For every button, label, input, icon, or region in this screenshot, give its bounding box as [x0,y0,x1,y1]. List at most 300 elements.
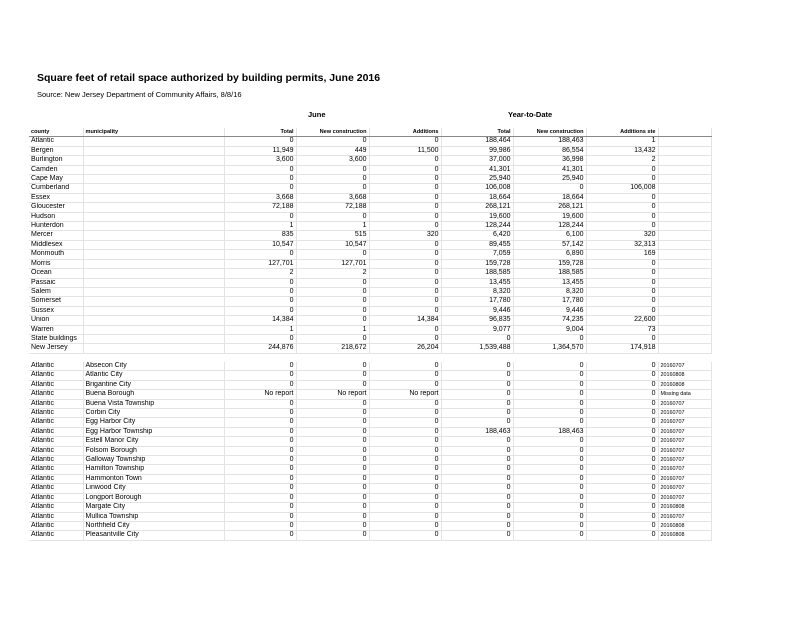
table-cell: No report [369,390,441,399]
table-cell: 26,204 [369,344,441,353]
table-cell: 188,585 [513,269,586,278]
table-cell: 0 [224,531,296,540]
table-cell: State buildings [29,334,83,343]
table-cell [83,146,224,155]
table-cell: 0 [441,446,513,455]
table-cell: 0 [586,474,658,483]
group-header-ytd: Year-to-Date [508,110,553,119]
table-cell: Warren [29,325,83,334]
table-cell: 7,059 [441,250,513,259]
table-cell: Bergen [29,146,83,155]
table-cell: 0 [224,465,296,474]
table-cell: Longport Borough [83,493,224,502]
table-cell: 0 [586,203,658,212]
table-cell: 18,664 [441,193,513,202]
table-cell: 0 [369,203,441,212]
table-cell: 20160707 [658,456,711,465]
table-row [29,465,711,474]
table-cell: 0 [224,493,296,502]
table-cell: Atlantic [29,503,83,512]
table-cell: 0 [369,137,441,146]
table-cell: Hunterdon [29,222,83,231]
table-cell: 96,835 [441,316,513,325]
table-cell: 74,235 [513,316,586,325]
table-cell: 20160707 [658,399,711,408]
table-row [29,493,711,502]
table-row [29,512,711,521]
table-cell: 0 [586,484,658,493]
table-cell [658,325,711,334]
table-cell: 20160707 [658,418,711,427]
table-cell: 0 [369,474,441,483]
table-cell: Ocean [29,269,83,278]
table-cell: Estell Manor City [83,437,224,446]
table-cell: 0 [586,437,658,446]
table-cell: Folsom Borough [83,446,224,455]
table-cell: 0 [369,409,441,418]
table-cell: 0 [296,334,369,343]
table-cell: 0 [586,278,658,287]
table-cell: 73 [586,325,658,334]
table-cell: 128,244 [441,222,513,231]
table-cell: 0 [369,418,441,427]
table-cell: Atlantic [29,474,83,483]
table-cell: 25,940 [441,175,513,184]
table-cell: 0 [513,380,586,389]
table-cell: 169 [586,250,658,259]
table-cell: 128,244 [513,222,586,231]
table-row [29,371,711,380]
table-cell: 20160707 [658,465,711,474]
table-cell: 0 [441,380,513,389]
table-cell: 0 [296,137,369,146]
table-cell: Buena Vista Township [83,399,224,408]
table-cell: 0 [441,474,513,483]
table-cell: Corbin City [83,409,224,418]
table-row [29,287,711,296]
table-cell [658,203,711,212]
table-cell: 0 [513,512,586,521]
column-header: municipality [83,128,224,137]
table-cell: 2 [586,156,658,165]
table-cell: 0 [224,371,296,380]
table-cell: 0 [369,399,441,408]
table-cell: 20160707 [658,493,711,502]
table-cell: 0 [586,465,658,474]
table-cell: 0 [369,512,441,521]
table-cell: 0 [513,474,586,483]
table-cell: 1 [586,137,658,146]
table-cell: 0 [441,503,513,512]
table-cell: Atlantic [29,427,83,436]
table-cell: 20160707 [658,437,711,446]
table-cell: 0 [369,362,441,371]
table-cell: 17,780 [513,297,586,306]
table-cell: 0 [296,493,369,502]
table-cell: 22,600 [586,316,658,325]
table-cell: 0 [224,334,296,343]
table-cell: 268,121 [441,203,513,212]
table-cell: No report [296,390,369,399]
column-header: New construction [513,128,586,137]
table-cell: 0 [369,269,441,278]
table-cell: 0 [513,334,586,343]
table-cell: 0 [369,184,441,193]
report-source: Source: New Jersey Department of Community Affairs, 8/8/16 [37,90,242,99]
table-cell: 515 [296,231,369,240]
table-cell [83,325,224,334]
table-row [29,344,711,353]
table-cell: 0 [369,193,441,202]
table-cell: 20160707 [658,446,711,455]
table-cell: 835 [224,231,296,240]
table-cell: Atlantic [29,465,83,474]
table-cell: 0 [224,278,296,287]
table-row [29,306,711,315]
table-cell: Atlantic [29,371,83,380]
table-cell [658,316,711,325]
municipality-table-body [29,362,711,540]
table-cell: 0 [441,521,513,530]
table-cell: 0 [586,193,658,202]
table-cell: 3,668 [224,193,296,202]
table-cell [83,306,224,315]
table-cell: 0 [586,418,658,427]
table-cell [658,146,711,155]
table-cell: 0 [369,503,441,512]
table-row [29,362,711,371]
table-cell: Atlantic [29,531,83,540]
table-cell: Atlantic [29,512,83,521]
table-cell: 0 [441,418,513,427]
table-cell: 0 [586,493,658,502]
table-cell: 0 [441,371,513,380]
table-cell: 0 [296,456,369,465]
table-cell [83,193,224,202]
table-row [29,484,711,493]
table-cell [83,269,224,278]
table-cell: New Jersey [29,344,83,353]
table-cell: 0 [441,390,513,399]
table-cell: 0 [586,259,658,268]
table-cell: 0 [586,409,658,418]
table-cell: Missing data [658,390,711,399]
table-cell: 0 [586,399,658,408]
table-cell: 0 [369,222,441,231]
table-cell: Sussex [29,306,83,315]
column-header: county [29,128,83,137]
table-cell: 0 [586,512,658,521]
table-cell: 20160707 [658,362,711,371]
table-row [29,269,711,278]
table-cell: 13,455 [513,278,586,287]
table-cell: 0 [441,334,513,343]
table-cell: 20160808 [658,503,711,512]
table-cell [83,165,224,174]
table-cell: 0 [296,250,369,259]
table-cell: 0 [513,503,586,512]
table-cell: 41,301 [513,165,586,174]
table-cell: 0 [369,531,441,540]
table-cell: 0 [441,362,513,371]
table-cell: 268,121 [513,203,586,212]
table-cell: 0 [441,512,513,521]
table-cell [83,287,224,296]
table-cell: 0 [224,184,296,193]
table-cell: Atlantic [29,484,83,493]
table-cell [83,184,224,193]
table-cell: 0 [224,512,296,521]
table-row [29,399,711,408]
table-cell [658,287,711,296]
table-row [29,297,711,306]
table-cell: 41,301 [441,165,513,174]
table-cell [83,137,224,146]
table-cell: 20160808 [658,521,711,530]
table-cell: Egg Harbor Township [83,427,224,436]
table-cell [83,344,224,353]
table-cell: 0 [224,427,296,436]
table-cell: 0 [586,531,658,540]
table-cell: Northfield City [83,521,224,530]
table-cell [658,156,711,165]
table-cell: 0 [586,362,658,371]
table-cell: Atlantic [29,446,83,455]
column-header: New construction [296,128,369,137]
table-cell: Passaic [29,278,83,287]
table-row [29,531,711,540]
table-cell: 0 [296,362,369,371]
table-cell: 0 [224,503,296,512]
column-header: Total [441,128,513,137]
table-cell [658,128,711,137]
table-cell: 20160808 [658,371,711,380]
table-cell: 0 [224,287,296,296]
table-row [29,390,711,399]
table-cell: Hamilton Township [83,465,224,474]
table-row [29,222,711,231]
table-cell: 0 [441,399,513,408]
table-cell: 188,463 [513,427,586,436]
table-cell: 20160707 [658,409,711,418]
table-cell: 13,432 [586,146,658,155]
table-cell [83,175,224,184]
table-row [29,165,711,174]
table-cell: 0 [224,212,296,221]
table-cell: Atlantic [29,380,83,389]
table-cell [83,222,224,231]
table-cell: 0 [586,334,658,343]
table-cell: 0 [586,380,658,389]
table-cell: 17,780 [441,297,513,306]
table-cell: 89,455 [441,240,513,249]
table-cell: 0 [296,287,369,296]
table-cell: 0 [586,306,658,315]
table-cell: 99,986 [441,146,513,155]
table-cell: 18,664 [513,193,586,202]
table-cell [658,165,711,174]
table-cell: Galloway Township [83,456,224,465]
table-cell [658,222,711,231]
table-cell: 32,313 [586,240,658,249]
table-cell: 20160707 [658,512,711,521]
table-cell: 0 [586,446,658,455]
table-cell: 19,600 [513,212,586,221]
table-cell: 0 [513,371,586,380]
table-cell: Hudson [29,212,83,221]
table-cell: Atlantic [29,137,83,146]
table-cell: Atlantic [29,437,83,446]
table-cell: 0 [586,390,658,399]
table-cell: 0 [224,399,296,408]
table-cell: 0 [513,409,586,418]
table-cell: 20160808 [658,531,711,540]
table-cell: 0 [296,446,369,455]
table-header-row [29,128,711,137]
table-row [29,427,711,436]
table-cell: 0 [224,306,296,315]
table-cell [658,344,711,353]
table-row [29,259,711,268]
table-cell: 0 [513,362,586,371]
table-cell: Salem [29,287,83,296]
table-cell [83,297,224,306]
table-cell: 10,547 [224,240,296,249]
table-cell: 0 [586,269,658,278]
table-cell: 0 [369,278,441,287]
table-cell: 0 [586,165,658,174]
table-cell: Pleasantville City [83,531,224,540]
table-cell: Atlantic City [83,371,224,380]
table-cell: 0 [296,465,369,474]
county-table-body [29,128,711,353]
table-cell [83,156,224,165]
table-row [29,156,711,165]
table-cell: Hammonton Town [83,474,224,483]
table-cell: 0 [296,371,369,380]
table-cell: 0 [224,380,296,389]
table-row [29,184,711,193]
table-cell: 3,600 [224,156,296,165]
table-cell: 0 [224,250,296,259]
table-cell: 1 [224,222,296,231]
table-cell: 0 [296,184,369,193]
table-cell: 0 [586,297,658,306]
table-row [29,334,711,343]
table-cell: Atlantic [29,390,83,399]
table-cell: 14,384 [224,316,296,325]
table-cell: 0 [296,521,369,530]
table-cell: Absecon City [83,362,224,371]
table-cell: 0 [513,418,586,427]
table-row [29,137,711,146]
table-cell: Buena Borough [83,390,224,399]
table-cell: 13,455 [441,278,513,287]
table-cell: 449 [296,146,369,155]
table-cell: 37,000 [441,156,513,165]
table-cell: 0 [296,512,369,521]
table-cell: 0 [296,531,369,540]
table-cell [658,184,711,193]
table-cell: 0 [369,156,441,165]
table-row [29,203,711,212]
table-cell: 0 [586,287,658,296]
table-cell: 20160707 [658,474,711,483]
county-table [29,128,712,354]
table-row [29,418,711,427]
municipality-table [29,362,712,541]
table-cell: 0 [513,465,586,474]
table-cell [658,259,711,268]
table-row [29,250,711,259]
table-cell: 106,008 [586,184,658,193]
table-cell: 0 [513,484,586,493]
table-cell: 0 [224,474,296,483]
table-cell: 0 [369,325,441,334]
table-cell [658,297,711,306]
table-cell: 0 [441,465,513,474]
table-cell: 0 [296,380,369,389]
table-cell: 0 [586,212,658,221]
table-cell: 0 [513,446,586,455]
table-cell: 188,585 [441,269,513,278]
table-cell: 9,004 [513,325,586,334]
table-cell: 1 [296,222,369,231]
table-row [29,325,711,334]
table-cell: 1 [224,325,296,334]
table-cell: 0 [296,503,369,512]
report-title: Square feet of retail space authorized by building permits, June 2016 [37,72,381,84]
table-cell: 0 [369,493,441,502]
table-cell: 218,672 [296,344,369,353]
table-cell [658,269,711,278]
table-cell: 0 [586,521,658,530]
table-cell: 188,463 [441,427,513,436]
table-cell: 1,364,570 [513,344,586,353]
table-cell: 0 [296,316,369,325]
table-cell: 0 [586,427,658,436]
table-cell: 3,600 [296,156,369,165]
table-cell: 10,547 [296,240,369,249]
table-cell: 0 [224,137,296,146]
table-cell: Monmouth [29,250,83,259]
table-cell [658,231,711,240]
table-cell: 6,100 [513,231,586,240]
table-cell: 0 [441,484,513,493]
table-cell: 0 [513,437,586,446]
table-cell: 244,876 [224,344,296,353]
table-row [29,278,711,287]
table-cell: 8,320 [441,287,513,296]
table-cell: 72,188 [224,203,296,212]
table-cell: 0 [224,418,296,427]
table-cell: 320 [369,231,441,240]
table-cell: 20160707 [658,484,711,493]
table-cell: 86,554 [513,146,586,155]
table-cell: 36,998 [513,156,586,165]
table-cell: Egg Harbor City [83,418,224,427]
table-cell: 0 [224,446,296,455]
table-cell: Atlantic [29,362,83,371]
table-cell: 6,890 [513,250,586,259]
table-cell: Essex [29,193,83,202]
table-cell: 0 [296,297,369,306]
table-cell: 0 [224,484,296,493]
table-cell: Middlesex [29,240,83,249]
table-cell: 0 [296,175,369,184]
table-cell: 11,500 [369,146,441,155]
table-cell: 0 [224,409,296,418]
